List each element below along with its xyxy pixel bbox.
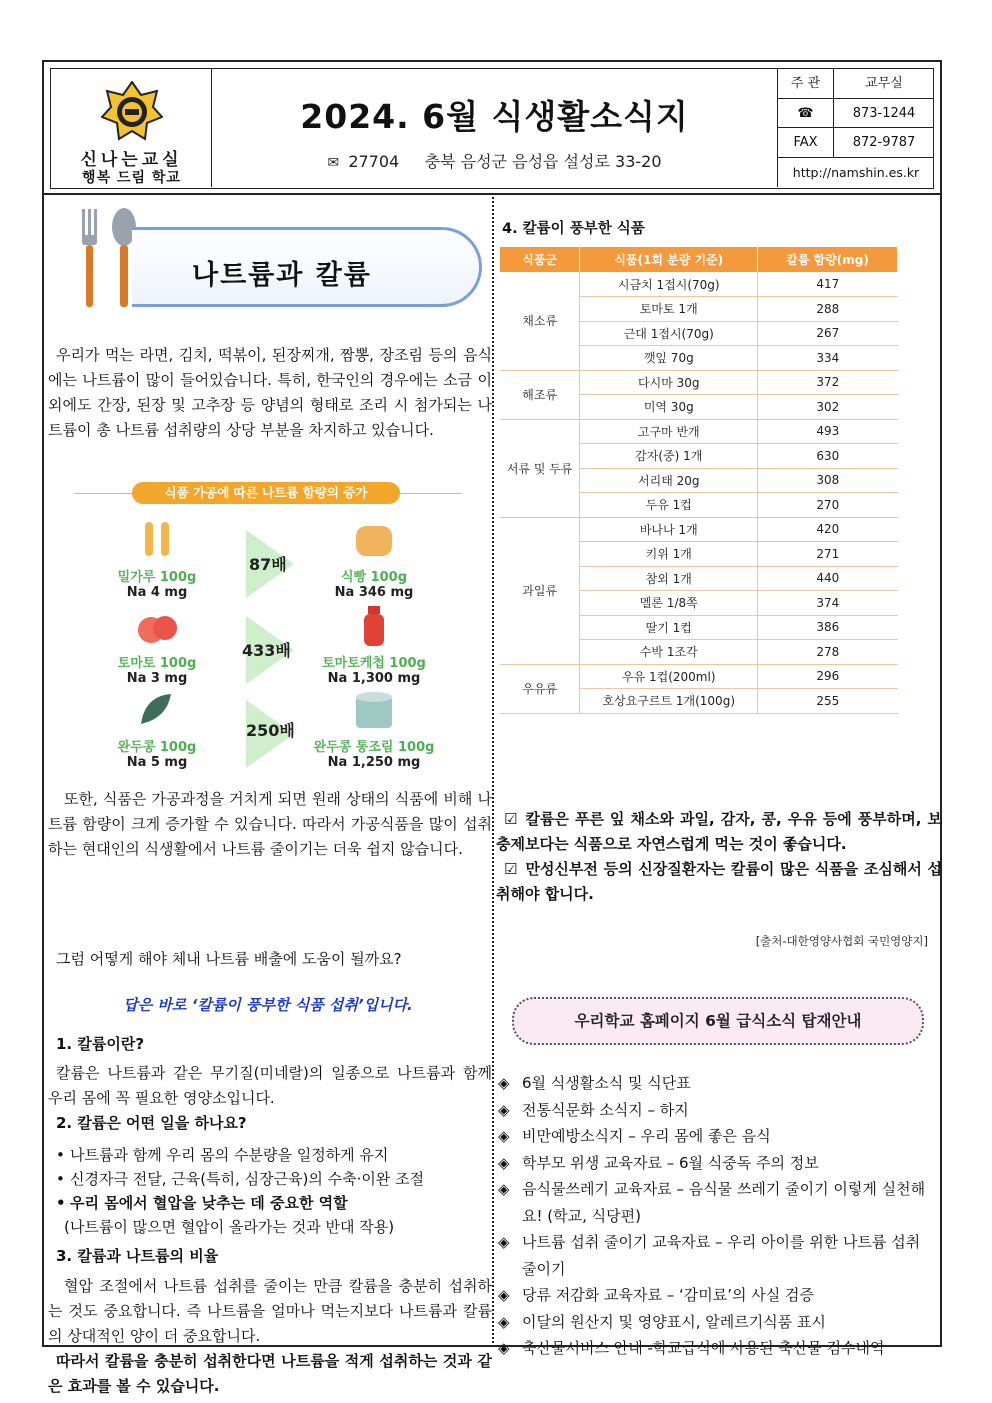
potassium-cell: 420 [758, 517, 898, 542]
food-cell: 시금치 1접시(70g) [580, 272, 758, 297]
bread-icon [344, 518, 404, 562]
food-cell: 고구마 반개 [580, 419, 758, 444]
postal-code: 27704 [348, 152, 400, 171]
potassium-cell: 372 [758, 370, 898, 395]
contact-row-phone [778, 99, 934, 129]
tomato-icon [127, 604, 187, 648]
food-cell: 바나나 1개 [580, 517, 758, 542]
potassium-cell: 271 [758, 542, 898, 567]
food-cell: 감자(중) 1개 [580, 444, 758, 469]
potassium-cell: 302 [758, 395, 898, 420]
raw-food-sodium: Na 3 mg [126, 671, 188, 686]
contact-value: 873-1244 [852, 105, 916, 121]
food-group-cell: 과일류 [500, 517, 580, 664]
raw-food-sodium: Na 4 mg [126, 585, 188, 600]
processed-food-name: 완두콩 통조림 100g [313, 740, 435, 755]
note-item [496, 807, 942, 857]
raw-food-name: 완두콩 100g [117, 740, 197, 755]
notice-list [498, 1070, 936, 1362]
checkbox-icon: ☑ [504, 810, 518, 828]
processed-food-bread [309, 518, 439, 600]
raw-food-peas [92, 688, 222, 770]
potassium-cell: 255 [758, 689, 898, 714]
school-name: 신나는교실 [80, 150, 183, 170]
potassium-food-table [500, 247, 898, 714]
homepage-notice-banner: 우리학교 홈페이지 6월 급식소식 탑재안내 [512, 997, 924, 1045]
processed-food-sodium: Na 1,250 mg [327, 755, 421, 770]
table-row [500, 517, 898, 542]
table-header-row [500, 247, 898, 272]
potassium-cell: 270 [758, 493, 898, 518]
note-item [496, 857, 942, 907]
raw-food-tomato [92, 604, 222, 686]
raw-food-name: 밀가루 100g [117, 570, 197, 585]
header-potassium: 칼륨 함량(mg) [758, 247, 898, 272]
potassium-cell: 493 [758, 419, 898, 444]
potassium-notes [496, 807, 942, 907]
table-row [500, 370, 898, 395]
contact-row-fax [778, 128, 934, 158]
food-cell: 깻잎 70g [580, 346, 758, 371]
potassium-cell: 278 [758, 640, 898, 665]
ketchup-icon [344, 604, 404, 648]
answer-highlight: 답은 바로 ‘칼륨이 풍부한 식품 섭취’입니다. [123, 996, 413, 1014]
list-item[interactable]: ◈ 6월 식생활소식 및 식단표 [498, 1070, 936, 1097]
list-item[interactable]: ◈ 축산물서비스 안내 -학교급식에 사용된 축산물 검수내역 [498, 1335, 936, 1362]
potassium-cell: 296 [758, 664, 898, 689]
food-cell: 근대 1접시(70g) [580, 321, 758, 346]
heading-potassium-role: 2. 칼륨은 어떤 일을 하나요? [56, 1114, 247, 1132]
header-inner [50, 68, 934, 189]
list-item: • 우리 몸에서 혈압을 낮추는 데 중요한 역할 [56, 1191, 492, 1215]
processed-food-canned-peas [309, 688, 439, 770]
food-group-cell: 우유류 [500, 664, 580, 713]
infographic-title: 식품 가공에 따른 나트륨 함량의 증가 [132, 482, 400, 504]
website-link[interactable]: http://namshin.es.kr [792, 164, 920, 180]
heading-what-is-potassium: 1. 칼륨이란? [56, 1035, 145, 1053]
list-item[interactable]: ◈ 나트륨 섭취 줄이기 교육자료 – 우리 아이를 위한 나트륨 섭취 줄이기 [498, 1229, 936, 1282]
list-item: • 나트륨과 함께 우리 몸의 수분량을 일정하게 유지 [56, 1143, 492, 1167]
table-row [500, 419, 898, 444]
contact-value: 872-9787 [852, 135, 916, 150]
food-cell: 멜론 1/8쪽 [580, 591, 758, 616]
processed-food-ketchup [309, 604, 439, 686]
food-cell: 수박 1조각 [580, 640, 758, 665]
sodium-infographic [74, 482, 462, 782]
newsletter-title: 2024. 6월 식생활소식지 [300, 97, 689, 136]
multiplier: 433배 [242, 641, 291, 660]
potassium-definition: 칼륨은 나트륨과 같은 무기질(미네랄)의 일종으로 나트륨과 함께 우리 몸에 꼭 필요한 영양소입니다. [48, 1064, 492, 1107]
left-column [44, 197, 492, 1395]
list-item[interactable]: ◈ 학부모 위생 교육자료 – 6월 식중독 주의 정보 [498, 1150, 936, 1177]
food-group-cell: 서류 및 두류 [500, 419, 580, 517]
raw-food-flour [92, 518, 222, 600]
right-column [494, 197, 942, 1357]
address-text: 충북 음성군 음성읍 설성로 33-20 [424, 152, 662, 171]
list-item[interactable]: ◈ 음식물쓰레기 교육자료 – 음식물 쓰레기 줄이기 이렇게 실천해요! (학교, 식당편) [498, 1176, 936, 1229]
source-citation: [출처-대한영양사협회 국민영양지] [755, 934, 928, 948]
raw-food-sodium: Na 5 mg [126, 755, 188, 770]
list-item[interactable]: ◈ 당류 저감화 교육자료 – ‘감미료’의 사실 검증 [498, 1282, 936, 1309]
contact-key: FAX [778, 128, 834, 157]
school-motto: 행복 드림 학교 [82, 170, 181, 186]
title-box [212, 69, 777, 187]
raw-food-name: 토마토 100g [117, 656, 197, 671]
table-row [500, 272, 898, 297]
food-cell: 두유 1컵 [580, 493, 758, 518]
list-item: • 신경자극 전달, 근육(특히, 심장근육)의 수축·이완 조절 [56, 1167, 492, 1191]
contact-row-office [778, 69, 934, 99]
heading-ratio: 3. 칼륨과 나트륨의 비율 [56, 1247, 219, 1265]
contact-row-website [778, 158, 934, 188]
table-row [500, 664, 898, 689]
topic-banner [72, 205, 492, 310]
can-icon [344, 688, 404, 732]
potassium-cell: 374 [758, 591, 898, 616]
processed-food-sodium: Na 346 mg [334, 585, 414, 600]
contact-value: 교무실 [865, 76, 903, 91]
food-cell: 우유 1컵(200ml) [580, 664, 758, 689]
food-cell: 호상요구르트 1개(100g) [580, 689, 758, 714]
potassium-cell: 334 [758, 346, 898, 371]
multiplier: 87배 [249, 555, 287, 574]
ratio-conclusion: 따라서 칼륨을 충분히 섭취한다면 나트륨을 적게 섭취하는 것과 같은 효과를 볼 수 있습니다. [48, 1352, 492, 1395]
food-cell: 토마토 1개 [580, 297, 758, 322]
school-logo-box [51, 69, 212, 187]
infographic-header [74, 482, 462, 506]
multiplier: 250배 [246, 721, 295, 740]
food-cell: 서리태 20g [580, 468, 758, 493]
note-text: 칼륨은 푸른 잎 채소와 과일, 감자, 콩, 우유 등에 풍부하며, 보충제보다는 식품으로 자연스럽게 먹는 것이 좋습니다. [496, 810, 942, 853]
food-cell: 키위 1개 [580, 542, 758, 567]
header-food-group: 식품군 [500, 247, 580, 272]
potassium-cell: 267 [758, 321, 898, 346]
list-item[interactable]: ◈ 이달의 원산지 및 영양표시, 알레르기식품 표시 [498, 1309, 936, 1336]
table-body [500, 272, 898, 713]
phone-icon: ☎ [778, 99, 834, 128]
potassium-cell: 417 [758, 272, 898, 297]
topic-title: 나트륨과 칼륨 [192, 260, 372, 291]
school-address [212, 149, 777, 172]
potassium-cell: 630 [758, 444, 898, 469]
role-note: (나트륨이 많으면 혈압이 올라가는 것과 반대 작용) [64, 1218, 395, 1236]
contact-key: 주 관 [778, 69, 834, 98]
note-text: 만성신부전 등의 신장질환자는 칼륨이 많은 식품을 조심해서 섭취해야 합니다. [496, 860, 942, 903]
ratio-paragraph: 혈압 조절에서 나트륨 섭취를 줄이는 만큼 칼륨을 충분히 섭취하는 것도 중요합니다. 즉 나트륨을 얼마나 먹는지보다 나트륨과 칼륨의 상대적인 양이 더 중요합니다. [48, 1277, 492, 1345]
contact-table [777, 69, 933, 187]
food-cell: 미역 30g [580, 395, 758, 420]
list-item[interactable]: ◈ 전통식문화 소식지 – 하지 [498, 1097, 936, 1124]
processed-food-name: 식빵 100g [340, 570, 408, 585]
potassium-cell: 308 [758, 468, 898, 493]
processing-paragraph: 또한, 식품은 가공과정을 거치게 되면 원래 상태의 식품에 비해 나트륨 함량이 크게 증가할 수 있습니다. 따라서 가공식품을 많이 섭취하는 현대인의 식생활에서 나트륨 줄이기는 더욱 쉽지 않습니다. [48, 790, 492, 858]
food-cell: 다시마 30g [580, 370, 758, 395]
intro-paragraph: 우리가 먹는 라면, 김치, 떡볶이, 된장찌개, 짬뽕, 장조림 등의 음식에는 나트륨이 많이 들어있습니다. 특히, 한국인의 경우에는 소금 이외에도 간장, 된장 및 고추장 등 양념의 형태로 조리 시 첨가되는 나트륨이 총 나트륨 섭취량의 상당 부분을 차지하고 있습니다. [48, 346, 492, 439]
pea-pod-icon [127, 688, 187, 732]
food-group-cell: 해조류 [500, 370, 580, 419]
checkbox-icon: ☑ [504, 860, 518, 878]
processed-food-name: 토마토케첩 100g [322, 656, 426, 671]
potassium-role-list [56, 1143, 492, 1239]
school-emblem-icon [101, 81, 163, 143]
header [44, 62, 940, 195]
newsletter-frame [42, 60, 942, 1395]
processed-food-sodium: Na 1,300 mg [327, 671, 421, 686]
food-cell: 딸기 1컵 [580, 615, 758, 640]
postal-icon: ✉ [327, 155, 340, 171]
list-item[interactable]: ◈ 비만예방소식지 – 우리 몸에 좋은 음식 [498, 1123, 936, 1150]
food-cell: 참외 1개 [580, 566, 758, 591]
potassium-cell: 288 [758, 297, 898, 322]
potassium-cell: 386 [758, 615, 898, 640]
question-paragraph: 그럼 어떻게 해야 체내 나트륨 배출에 도움이 될까요? [56, 950, 402, 968]
wheat-icon [127, 518, 187, 562]
food-group-cell: 채소류 [500, 272, 580, 370]
section-4-title: 4. 칼륨이 풍부한 식품 [502, 221, 645, 237]
header-food: 식품(1회 분량 기준) [580, 247, 758, 272]
potassium-cell: 440 [758, 566, 898, 591]
